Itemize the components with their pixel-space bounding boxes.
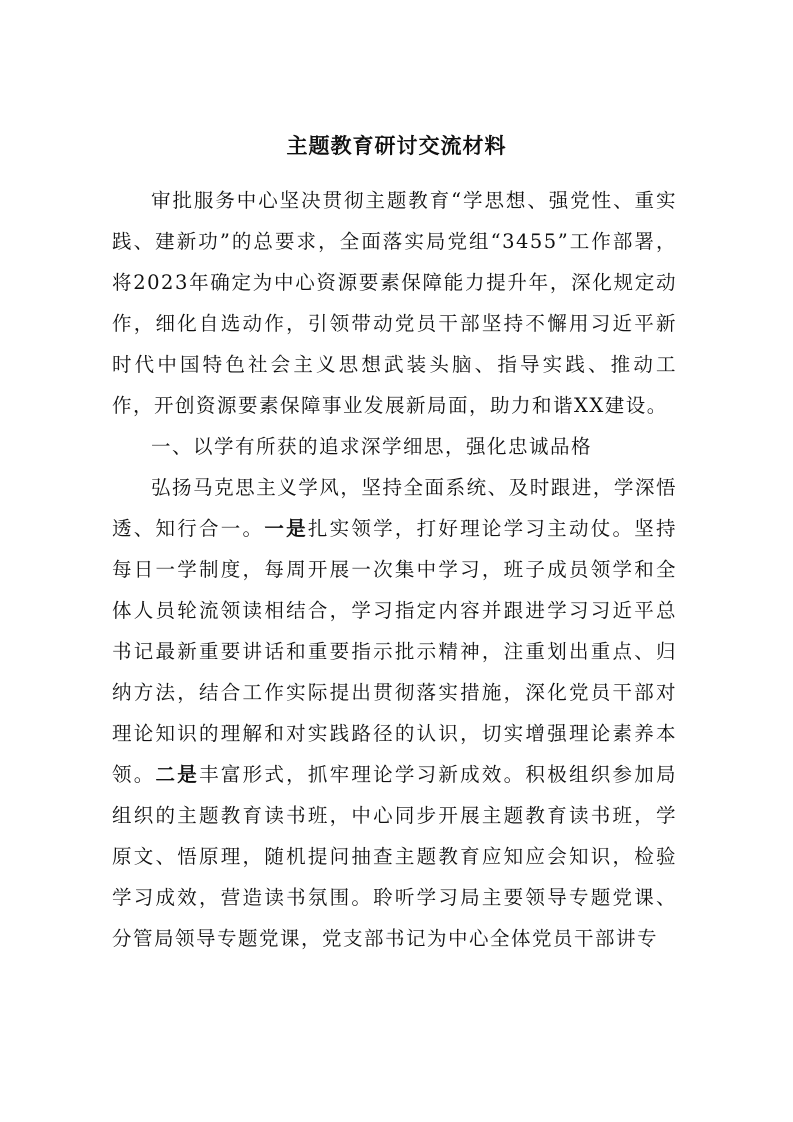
point-1-text: 扎实领学，打好理论学习主动仗。坚持每日一学制度，每周开展一次集中学习，班子成员领学和全体人员轮流领读相结合，学习指定内容并跟进学习习近平总书记最新重要讲话和重要指示批示精神，注重划出重点、归纳方法，结合工作实际提出贯彻落实措施，深化党员干部对理论知识的理解和对实践路径的认识，切实增强理论素养本领。 [112, 517, 677, 786]
point-2-label: 二是 [155, 763, 200, 786]
document-body [112, 180, 677, 959]
section-1-lead: 弘扬马克思主义学风，坚持全面系统、及时跟进，学深悟透、知行合一。 [112, 476, 677, 540]
document-title: 主题教育研讨交流材料 [286, 133, 507, 158]
section-1-paragraph [112, 467, 677, 959]
point-1-label: 一是 [264, 517, 308, 540]
intro-paragraph: 审批服务中心坚决贯彻主题教育“学思想、强党性、重实践、建新功”的总要求，全面落实局党组“3455”工作部署，将2023年确定为中心资源要素保障能力提升年，深化规定动作，细化自选动作，引领带动党员干部坚持不懈用习近平新时代中国特色社会主义思想武装头脑、指导实践、推动工作，开创资源要素保障事业发展新局面，助力和谐XX建设。 [112, 189, 677, 417]
section-heading-1: 一、以学有所获的追求深学细思，强化忠诚品格 [151, 435, 593, 458]
point-2-text: 丰富形式，抓牢理论学习新成效。积极组织参加局组织的主题教育读书班，中心同步开展主题教育读书班，学原文、悟原理，随机提问抽查主题教育应知应会知识，检验学习成效，营造读书氛围。聆听学习局主要领导专题党课、分管局领导专题党课，党支部书记为中心全体党员干部讲专 [112, 763, 677, 950]
